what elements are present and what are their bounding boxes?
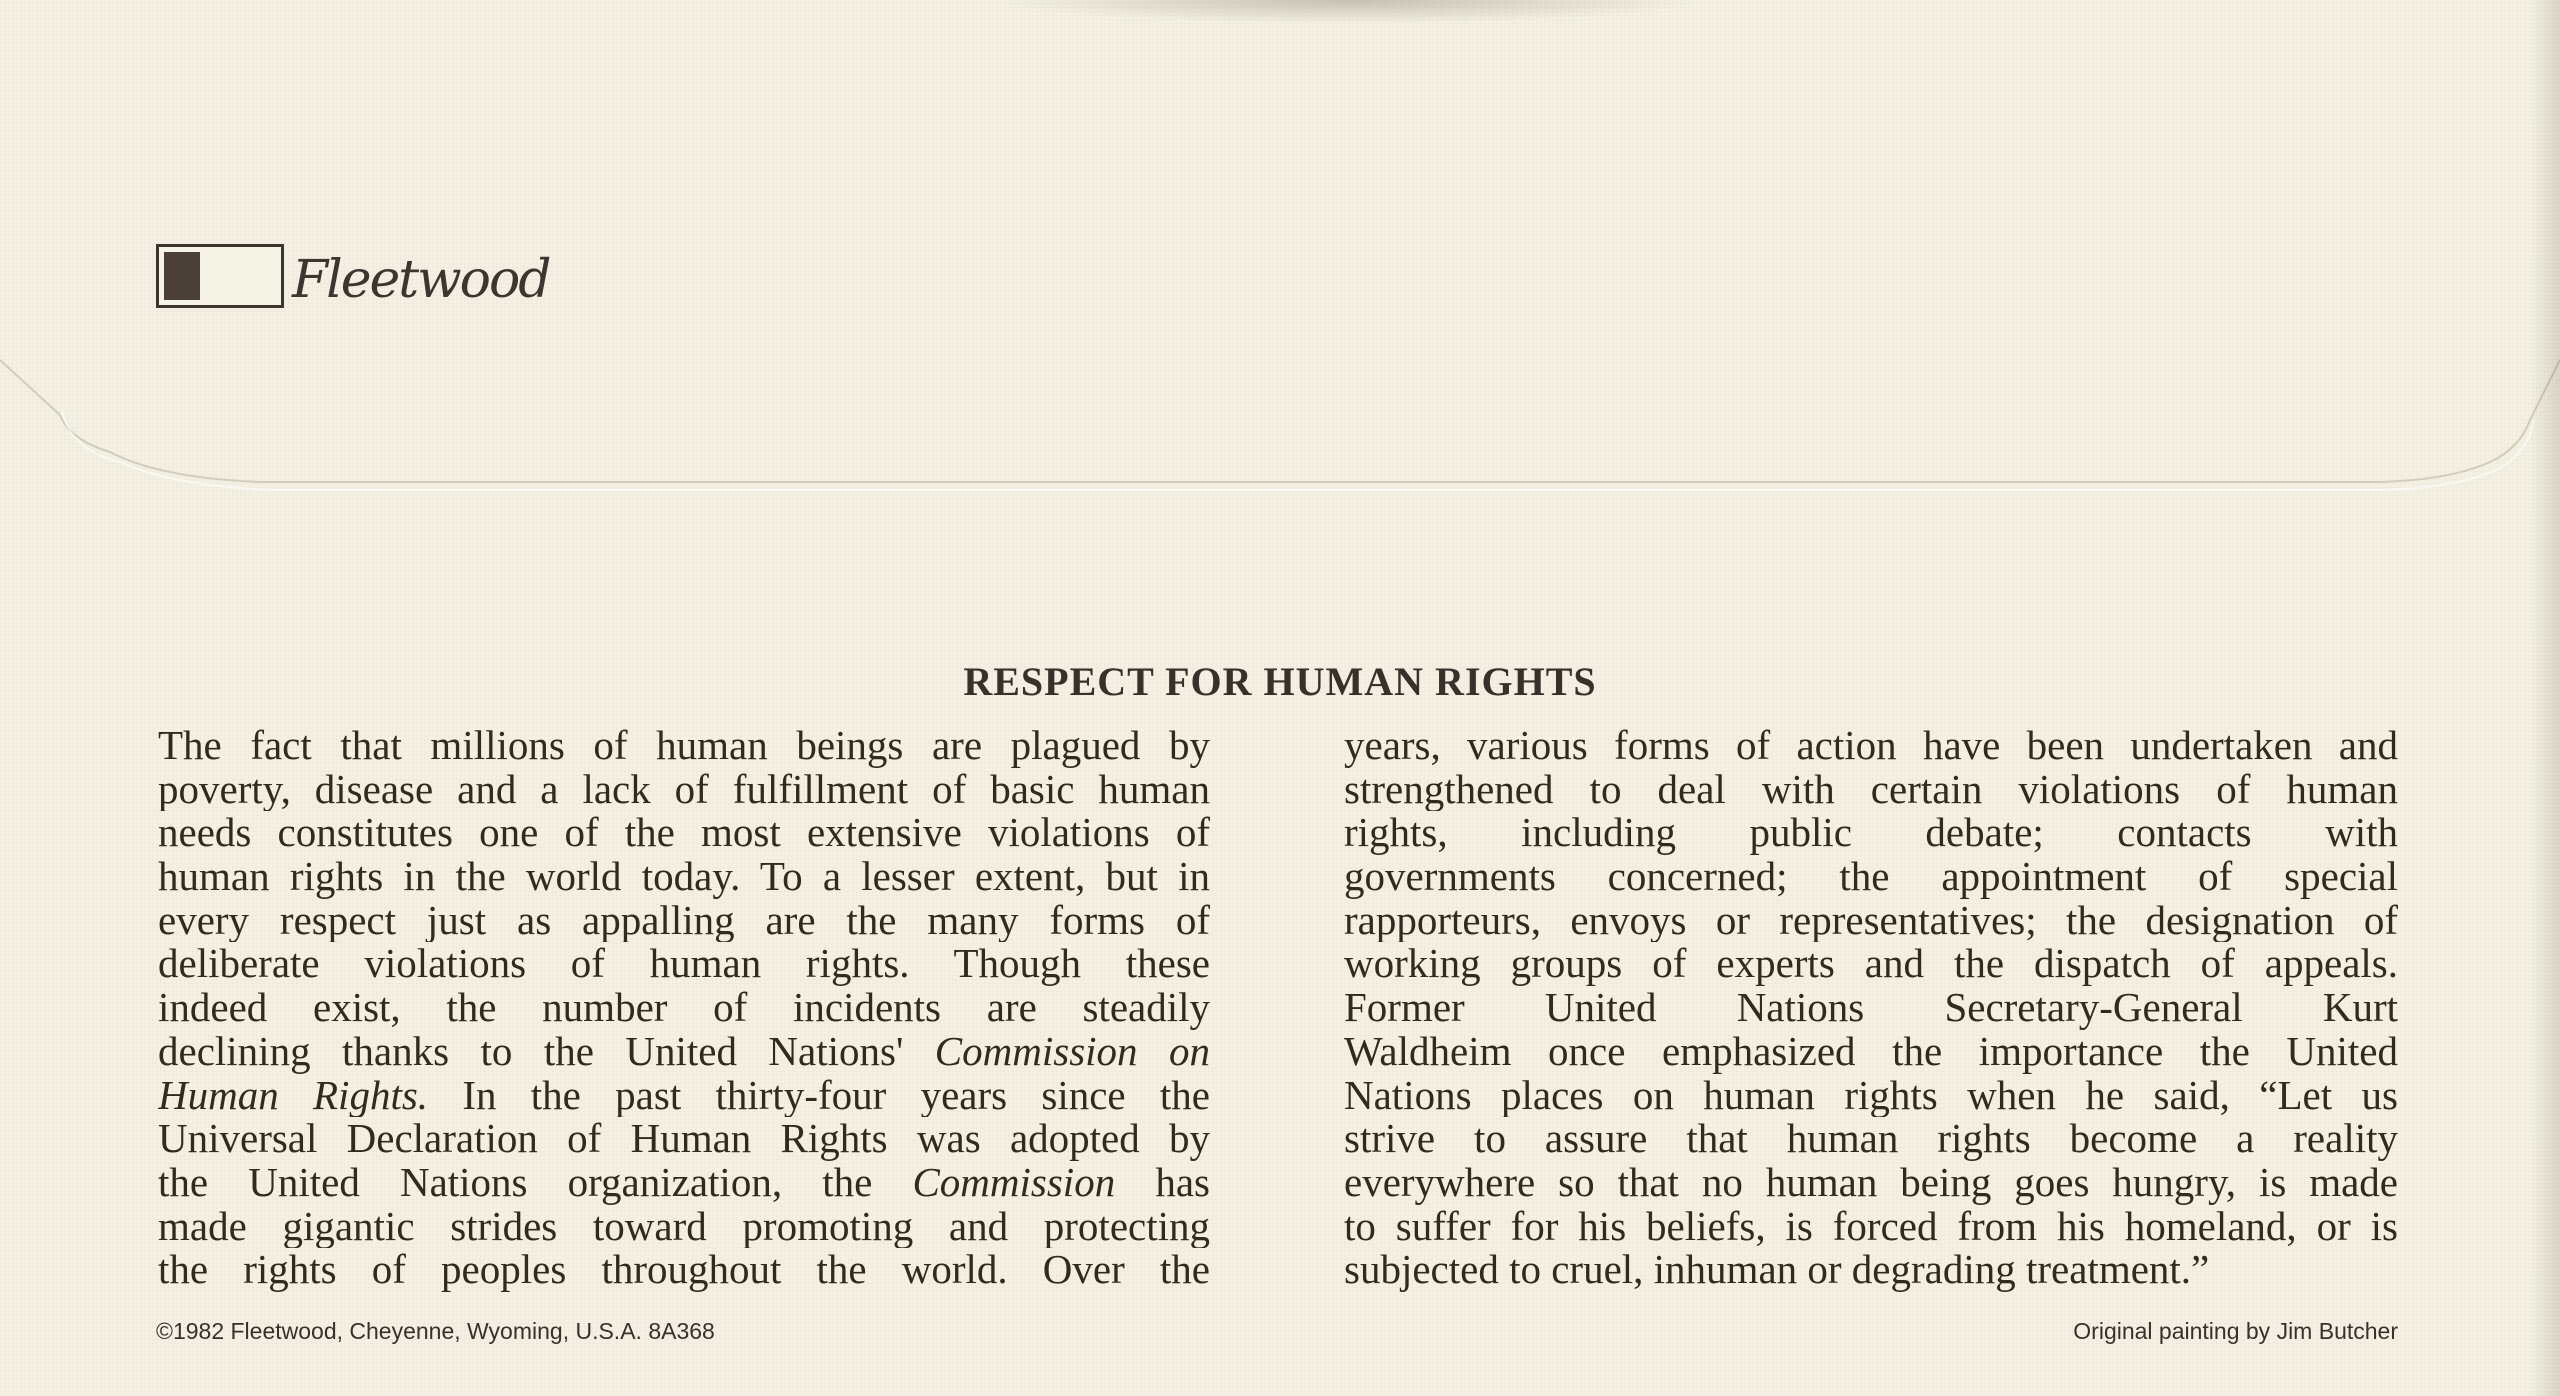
text-line: Universal Declaration of Human Rights was adopted by — [158, 1117, 1210, 1161]
fleetwood-logo — [156, 244, 550, 308]
text-line-mixed — [158, 1030, 1210, 1074]
text-column-right — [1344, 724, 2398, 1292]
text-column-left — [158, 724, 1210, 1292]
text-line: subjected to cruel, inhuman or degrading treatment.” — [1344, 1248, 2210, 1292]
fleetwood-logo-box-icon — [156, 244, 284, 308]
italic-title: Human Rights. — [158, 1073, 429, 1118]
painting-credit: Original painting by Jim Butcher — [2073, 1318, 2398, 1344]
text-segment: declining thanks to the United Nations' — [158, 1029, 935, 1074]
italic-title: Commission on — [934, 1029, 1210, 1074]
text-segment: In the past thirty-four years since the — [428, 1073, 1210, 1118]
text-line-mixed — [158, 1161, 1210, 1205]
text-line: needs constitutes one of the most extensive violations of — [158, 811, 1210, 856]
text-line: made gigantic strides toward promoting and protecting — [158, 1204, 1210, 1249]
logo-box-fill — [164, 252, 200, 300]
text-line: working groups of experts and the dispatch of appeals. — [1344, 942, 2398, 987]
italic-title: Commission — [912, 1160, 1116, 1205]
text-line: rights, including public debate; contacts with — [1344, 811, 2398, 856]
text-line-mixed — [158, 1074, 1210, 1118]
text-line: governments concerned; the appointment of special — [1344, 855, 2398, 899]
top-edge-shadow — [1000, 0, 1700, 24]
text-line: Waldheim once emphasized the importance the United — [1344, 1029, 2398, 1074]
text-line: deliberate violations of human rights. Though these — [158, 942, 1210, 987]
text-line: indeed exist, the number of incidents are steadily — [158, 986, 1210, 1030]
text-line: years, various forms of action have been undertaken and — [1344, 724, 2398, 768]
logo-wordmark: Fleetwood — [292, 250, 550, 310]
text-line: The fact that millions of human beings are plagued by — [158, 724, 1210, 768]
page-title: RESPECT FOR HUMAN RIGHTS — [963, 659, 1597, 704]
text-segment: has — [1115, 1160, 1210, 1205]
text-line: the rights of peoples throughout the world. Over the — [158, 1248, 1210, 1292]
text-line: rapporteurs, envoys or representatives; the designation of — [1344, 898, 2398, 943]
text-line: human rights in the world today. To a lesser extent, but in — [158, 855, 1210, 899]
text-line: every respect just as appalling are the many forms of — [158, 898, 1210, 943]
text-line: Nations places on human rights when he said, “Let us — [1344, 1073, 2398, 1118]
text-line: Former United Nations Secretary-General Kurt — [1344, 986, 2398, 1030]
copyright-notice: ©1982 Fleetwood, Cheyenne, Wyoming, U.S.A. 8A368 — [156, 1318, 715, 1344]
text-line: everywhere so that no human being goes hungry, is made — [1344, 1160, 2398, 1205]
text-segment: the United Nations organization, the — [158, 1160, 913, 1205]
text-line: strengthened to deal with certain violations of human — [1344, 767, 2398, 812]
text-line: strive to assure that human rights become a reality — [1344, 1117, 2398, 1161]
text-line: to suffer for his beliefs, is forced from his homeland, or is — [1344, 1204, 2398, 1249]
text-line: poverty, disease and a lack of fulfillment of basic human — [158, 767, 1210, 812]
